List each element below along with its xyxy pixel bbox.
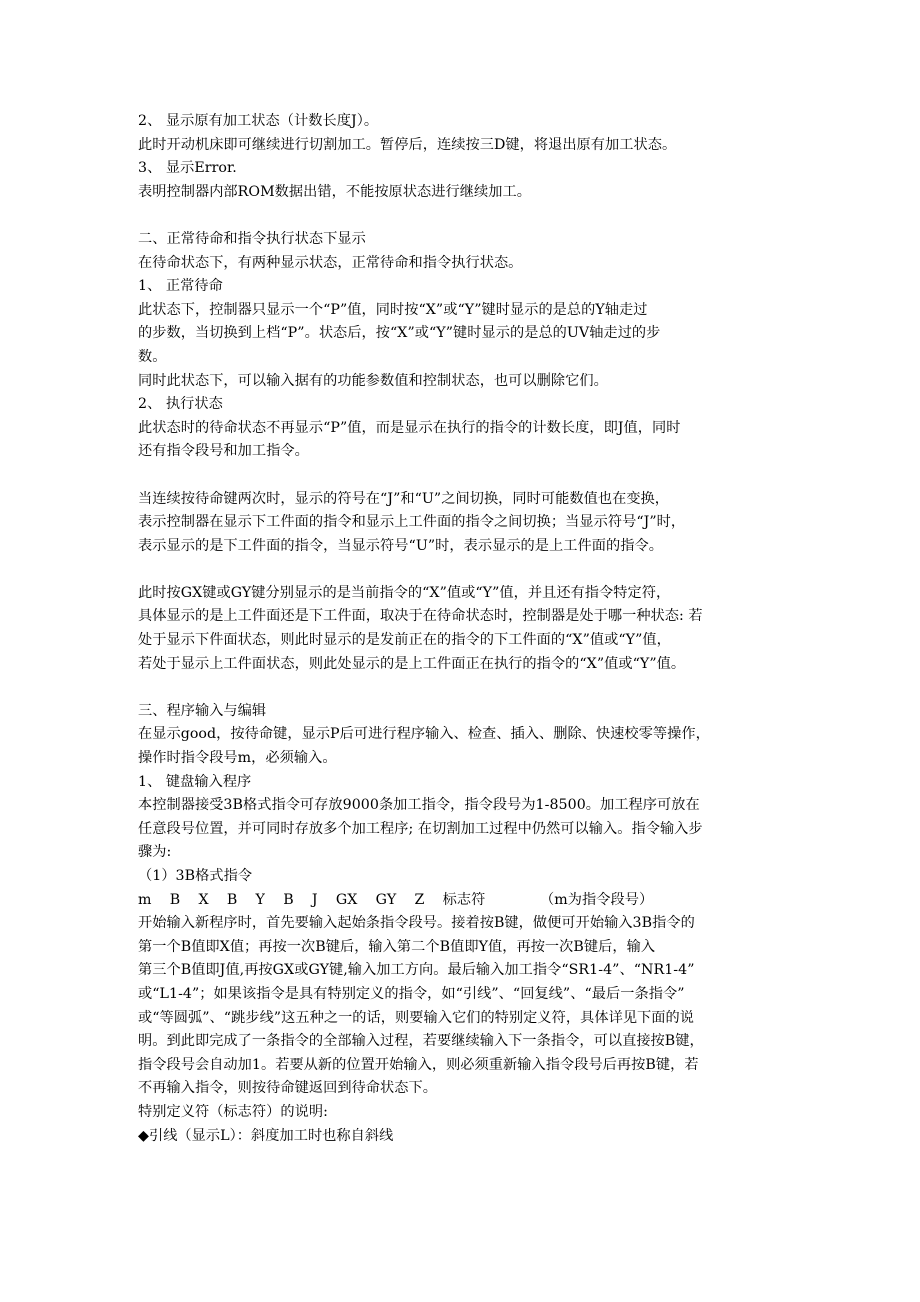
list-item-heading: 3、 显示Error.	[138, 160, 237, 177]
paragraph-line: 表示显示的是下工件面的指令，当显示符号“U”时，表示显示的是上工件面的指令。	[138, 537, 663, 554]
document-body	[138, 110, 798, 1148]
paragraph-line: 在显示good，按待命键，显示P后可进行程序输入、检查、插入、删除、快速校零等操作，	[138, 726, 710, 743]
list-item-heading: 2、 执行状态	[138, 396, 223, 413]
paragraph-line: 表明控制器内部ROM数据出错，不能按原状态进行继续加工。	[138, 183, 531, 200]
list-item-heading: 1、 键盘输入程序	[138, 773, 252, 790]
blank-line	[138, 464, 798, 488]
paragraph-line: 数。	[138, 348, 167, 365]
blank-line	[138, 676, 798, 700]
paragraph-line: 当连续按待命键两次时，显示的符号在“J”和“U”之间切换，同时可能数值也在变换，	[138, 490, 670, 507]
paragraph-line: 第一个B值即X值；再按一次B键后，输入第二个B值即Y值，再按一次B键后，输入	[138, 938, 656, 955]
paragraph-line: 具体显示的是上工件面还是下工件面，取决于在待命状态时，控制器是处于哪一种状态: 若	[138, 608, 703, 625]
list-item-heading: 1、 正常待命	[138, 278, 223, 295]
paragraph-line: 特别定义符（标志符）的说明:	[138, 1103, 328, 1120]
paragraph-line: 明。到此即完成了一条指令的全部输入过程，若要继续输入下一条指令，可以直接按B键，	[138, 1033, 704, 1050]
paragraph-line: 处于显示下件面状态，则此时显示的是发前正在的指令的下工件面的“X”值或“Y”值，	[138, 632, 671, 649]
paragraph-line: 任意段号位置，并可同时存放多个加工程序; 在切割加工过程中仍然可以输入。指令输入步	[138, 820, 703, 837]
paragraph-line: 或“等圆弧”、“跳步线”这五种之一的话，则要输入它们的特别定义符，具体详见下面的说	[138, 1009, 695, 1026]
paragraph-line: 骤为:	[138, 844, 172, 861]
section-heading: 三、程序输入与编辑	[138, 702, 267, 719]
paragraph-line: 开始输入新程序时，首先要输入起始条指令段号。接着按B键，做便可开始输入3B指令的	[138, 915, 695, 932]
paragraph-line: 在待命状态下，有两种显示状态，正常待命和指令执行状态。	[138, 254, 523, 271]
sub-heading: （1）3B格式指令	[138, 868, 253, 884]
blank-line	[138, 204, 798, 228]
paragraph-line: 指令段号会自动加1。若要从新的位置开始输入，则必须重新输入指令段号后再按B键，若	[138, 1056, 699, 1073]
paragraph-line: 的步数，当切换到上档“P”。状态后，按“X”或“Y”键时显示的是总的UV轴走过的步	[138, 325, 661, 342]
paragraph-line: 此时开动机床即可继续进行切割加工。暂停后，连续按三D键，将退出原有加工状态。	[138, 136, 677, 153]
paragraph-line: 表示控制器在显示下工件面的指令和显示上工件面的指令之间切换；当显示符号“J”时，	[138, 514, 686, 531]
paragraph-line: 第三个B值即J值,再按GX或GY键,输入加工方向。最后输入加工指令“SR1-4”、“NR1-4”	[138, 962, 695, 979]
paragraph-line: 还有指令段号和加工指令。	[138, 443, 309, 460]
paragraph-line: 此时按GX键或GY键分别显示的是当前指令的“X”值或“Y”值，并且还有指令特定符，	[138, 584, 671, 601]
paragraph-line: 若处于显示上工件面状态，则此处显示的是上工件面正在执行的指令的“X”值或“Y”值。	[138, 655, 686, 672]
paragraph-line: 此状态下，控制器只显示一个“P”值，同时按“X”或“Y”键时显示的是总的Y轴走过	[138, 301, 648, 318]
paragraph-line: 此状态时的待命状态不再显示“P”值，而是显示在执行的指令的计数长度，即J值，同时	[138, 419, 681, 436]
instruction-format-line: m B X B Y B J GX GY Z 标志符 （m为指令段号）	[138, 891, 654, 908]
paragraph-line: 或“L1-4”；如果该指令是具有特别定义的指令，如“引线”、“回复线”、“最后一条指令”	[138, 985, 685, 1002]
section-heading: 二、正常待命和指令执行状态下显示	[138, 230, 366, 247]
paragraph-line: 操作时指令段号m，必须输入。	[138, 750, 337, 767]
paragraph-line: 本控制器接受3B格式指令可存放9000条加工指令，指令段号为1-8500。加工程序可放在	[138, 797, 700, 814]
paragraph-line: 不再输入指令，则按待命键返回到待命状态下。	[138, 1080, 437, 1097]
list-item-heading: 2、 显示原有加工状态（计数长度J）。	[138, 113, 379, 129]
paragraph-line: 同时此状态下，可以输入据有的功能参数值和控制状态，也可以删除它们。	[138, 372, 608, 389]
blank-line	[138, 558, 798, 582]
bullet-item: ◆引线（显示L）：斜度加工时也称自斜线	[138, 1127, 394, 1144]
